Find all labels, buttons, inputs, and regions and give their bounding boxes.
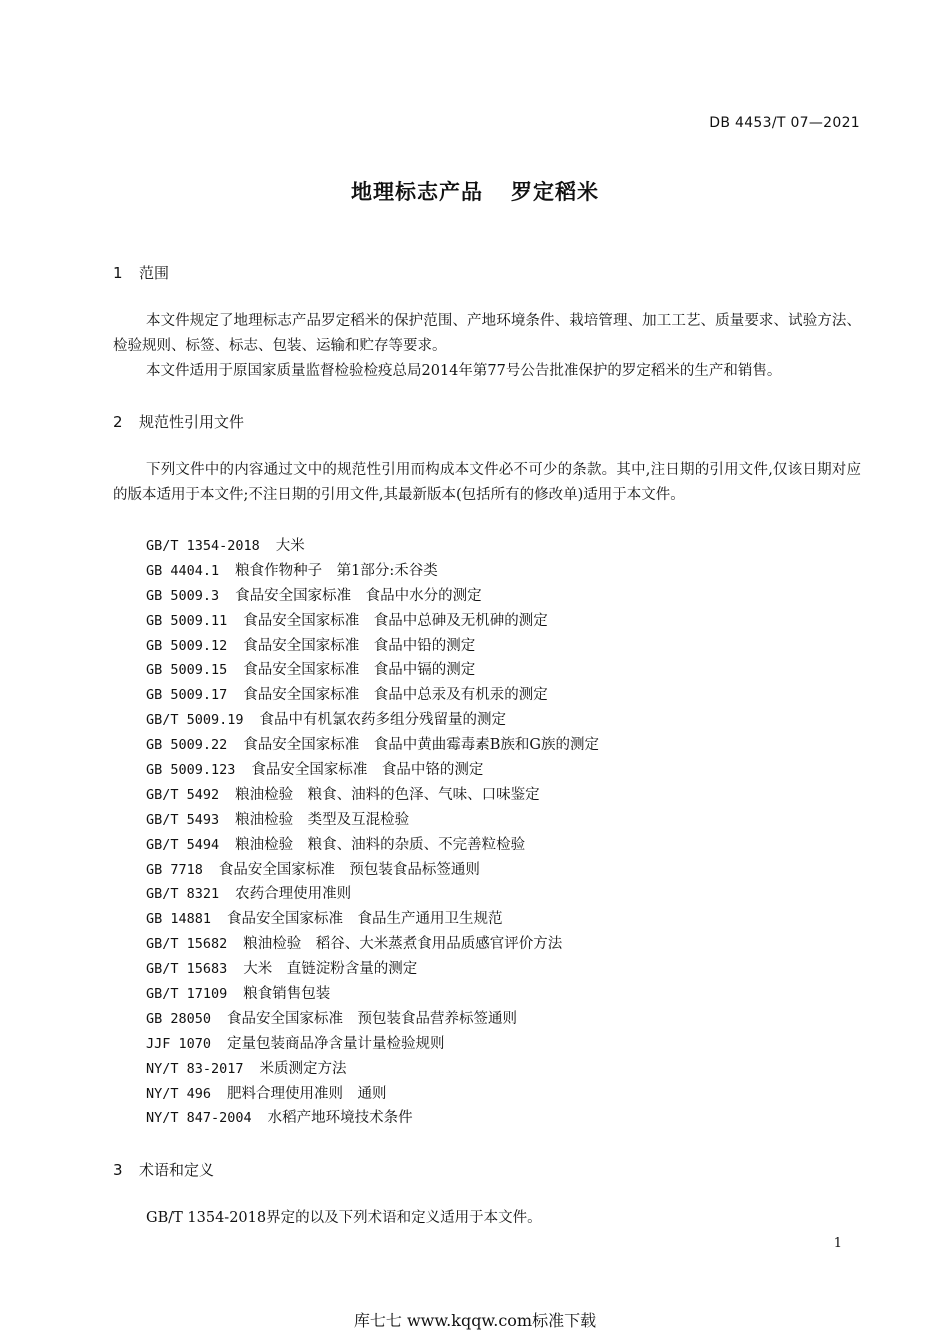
reference-title: 农药合理使用准则 [235,886,352,903]
reference-item [146,658,599,683]
reference-title: 食品安全国家标准 预包装食品营养标签通则 [227,1010,518,1027]
reference-title: 大米 [275,538,305,554]
reference-code: JJF 1070 [146,1035,212,1052]
section-3-body [113,1206,861,1231]
reference-code: GB/T 17109 [146,986,228,1003]
title-part-1: 地理标志产品 [351,180,483,204]
paragraph: 下列文件中的内容通过文中的规范性引用而构成本文件必不可少的条款。其中,注日期的引用文件,仅该日期对应的版本适用于本文件;不注日期的引用文件,其最新版本(包括所有的修改单)适用于本文件。 [113,462,861,503]
section-number: 3 [113,1161,123,1179]
reference-item [146,609,599,634]
reference-item [146,534,599,559]
section-1-body [113,309,861,384]
paragraph: 本文件适用于原国家质量监督检验检疫总局2014年第77号公告批准保护的罗定稻米的生产和销售。 [146,363,782,379]
reference-list [146,534,599,1131]
reference-item [146,907,599,932]
reference-item [146,758,599,783]
reference-title: 粮油检验 粮食、油料的色泽、气味、口味鉴定 [235,786,540,803]
reference-title: 食品安全国家标准 食品中铅的测定 [243,637,476,654]
reference-code: GB/T 15682 [146,936,228,953]
reference-title: 食品安全国家标准 预包装食品标签通则 [218,861,480,878]
reference-title: 粮食销售包装 [243,986,331,1003]
reference-code: GB 5009.3 [146,587,220,604]
section-heading-scope [113,262,169,283]
reference-item [146,957,599,982]
section-heading-normative-references [113,411,244,432]
reference-title: 定量包装商品净含量计量检验规则 [227,1035,445,1052]
reference-item [146,1057,599,1082]
reference-title: 粮油检验 稻谷、大米蒸煮食用品质感官评价方法 [243,936,563,953]
reference-item [146,733,599,758]
reference-code: NY/T 83-2017 [146,1060,244,1077]
reference-title: 食品安全国家标准 食品中镉的测定 [243,662,476,679]
reference-title: 粮油检验 类型及互混检验 [235,811,410,828]
reference-title: 食品安全国家标准 食品中黄曲霉毒素B族和G族的测定 [243,737,600,754]
reference-code: GB 7718 [146,861,203,878]
reference-title: 食品安全国家标准 食品生产通用卫生规范 [227,911,503,928]
reference-title: 水稻产地环境技术条件 [267,1110,413,1127]
reference-title: 米质测定方法 [259,1060,347,1077]
reference-item [146,882,599,907]
reference-item [146,783,599,808]
paragraph: GB/T 1354-2018界定的以及下列术语和定义适用于本文件。 [146,1210,542,1226]
reference-code: GB 5009.123 [146,762,236,779]
reference-title: 粮食作物种子 第1部分:禾谷类 [235,562,438,579]
reference-code: GB/T 8321 [146,886,220,903]
reference-item [146,1032,599,1057]
reference-code: GB 28050 [146,1010,212,1027]
reference-code: GB/T 5493 [146,811,220,828]
reference-code: GB/T 5494 [146,836,220,853]
reference-code: GB 14881 [146,911,212,928]
reference-item [146,1082,599,1107]
section-heading-terms-definitions [113,1159,214,1180]
title-part-2: 罗定稻米 [511,180,599,204]
reference-code: GB/T 1354-2018 [146,538,260,554]
reference-item [146,708,599,733]
reference-title: 食品安全国家标准 食品中水分的测定 [235,587,482,604]
reference-code: GB 4404.1 [146,562,220,579]
reference-title: 食品安全国家标准 食品中总汞及有机汞的测定 [243,687,548,704]
section-number: 2 [113,413,123,431]
reference-code: GB/T 5009.19 [146,712,244,729]
reference-title: 食品安全国家标准 食品中铬的测定 [251,762,484,779]
section-2-body [113,458,861,508]
reference-item [146,808,599,833]
section-title: 规范性引用文件 [139,413,245,431]
reference-code: GB 5009.22 [146,737,228,754]
section-title: 术语和定义 [139,1161,215,1179]
reference-item [146,634,599,659]
reference-item [146,1106,599,1131]
page-title [0,176,950,206]
reference-code: GB 5009.17 [146,687,228,704]
reference-item [146,683,599,708]
reference-title: 大米 直链淀粉含量的测定 [243,961,418,978]
paragraph: 本文件规定了地理标志产品罗定稻米的保护范围、产地环境条件、栽培管理、加工工艺、质量要求、试验方法、检验规则、标签、标志、包装、运输和贮存等要求。 [113,313,861,354]
reference-code: GB 5009.12 [146,637,228,654]
section-number: 1 [113,264,123,282]
reference-title: 粮油检验 粮食、油料的杂质、不完善粒检验 [235,836,526,853]
reference-item [146,559,599,584]
reference-code: NY/T 496 [146,1085,212,1102]
reference-title: 食品中有机氯农药多组分残留量的测定 [259,712,507,729]
reference-code: GB 5009.15 [146,662,228,679]
footer-watermark: 库七七 www.kqqw.com标准下载 [353,1311,597,1330]
page-number: 1 [833,1236,842,1251]
document-number: DB 4453/T 07—2021 [709,115,860,131]
reference-code: GB 5009.11 [146,612,228,629]
reference-item [146,858,599,883]
reference-item [146,584,599,609]
reference-title: 食品安全国家标准 食品中总砷及无机砷的测定 [243,612,548,629]
reference-item [146,1007,599,1032]
reference-item [146,982,599,1007]
reference-code: NY/T 847-2004 [146,1110,252,1127]
reference-item [146,833,599,858]
reference-code: GB/T 15683 [146,961,228,978]
reference-code: GB/T 5492 [146,786,220,803]
reference-title: 肥料合理使用准则 通则 [227,1085,387,1102]
reference-item [146,932,599,957]
section-title: 范围 [139,264,170,282]
